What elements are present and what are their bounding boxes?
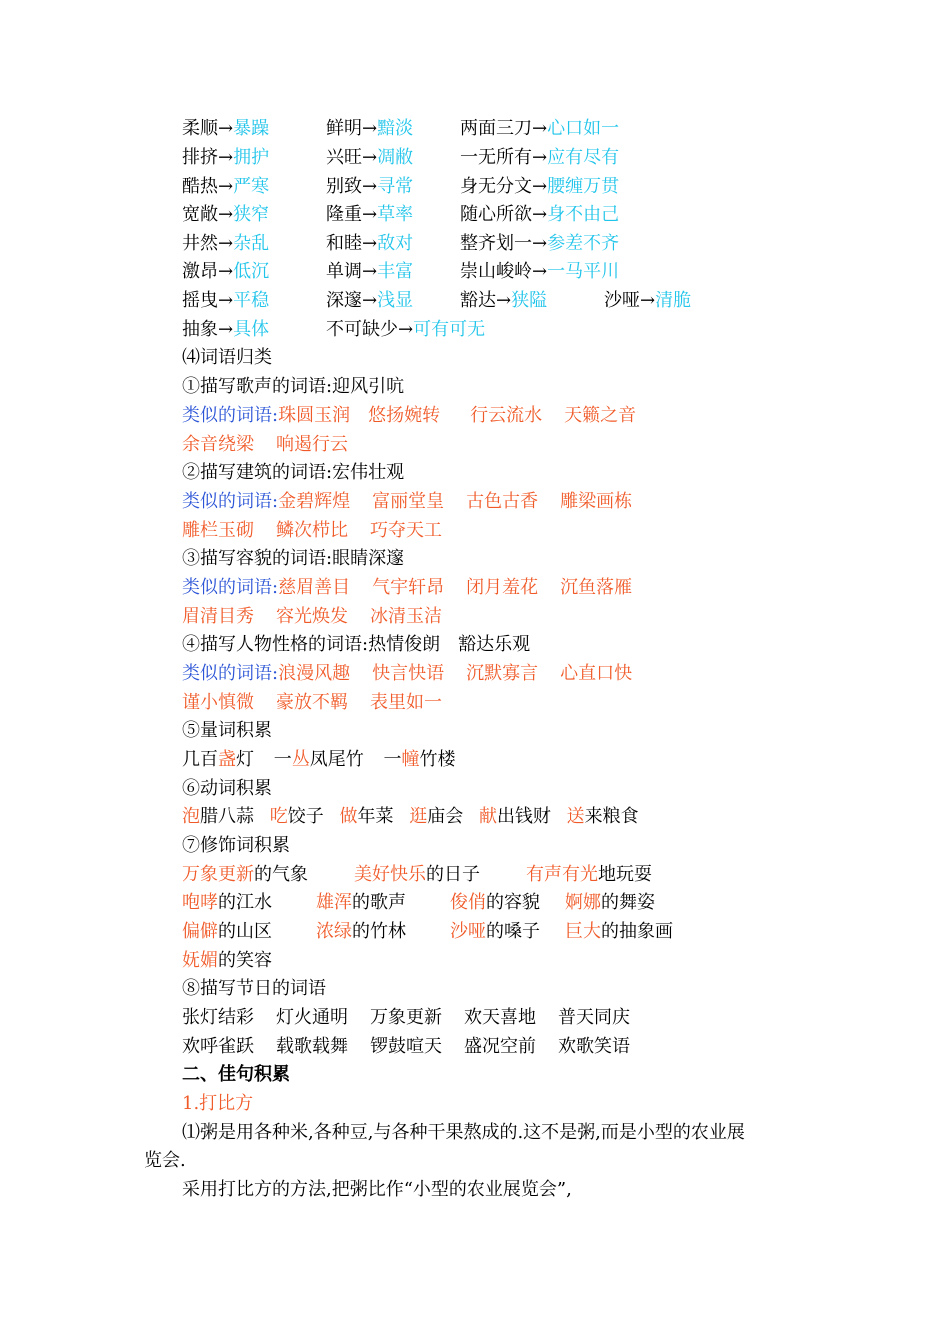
antonym-pair — [326, 259, 413, 285]
word: 排挤 — [182, 147, 218, 168]
phrase-text: 饺子 — [287, 806, 324, 827]
idiom: 灯火通明 — [276, 1007, 348, 1028]
phrase-text: 一 — [273, 749, 292, 770]
antonym-word: 参差不齐 — [547, 233, 620, 254]
category-title: ⑧描写节日的词语 — [182, 978, 326, 999]
antonym-pair — [326, 145, 413, 171]
phrase-text: 的江水 — [218, 892, 272, 913]
phrase-text: 的歌声 — [352, 892, 406, 913]
word: 别致 — [326, 176, 362, 197]
idiom: 盛况空前 — [464, 1036, 536, 1057]
antonym-word: 凋敝 — [377, 147, 414, 168]
antonym-word: 一马平川 — [547, 261, 620, 282]
word: 整齐划一 — [460, 233, 532, 254]
phrase-text: 的舞姿 — [601, 892, 655, 913]
highlighted-word: 逛 — [409, 806, 428, 827]
antonym-word: 黯淡 — [377, 118, 414, 139]
festival-words-line — [182, 1005, 630, 1031]
phrase — [409, 806, 463, 827]
phrase-text: 出钱财 — [496, 806, 551, 827]
idiom: 悠扬婉转 — [368, 405, 441, 426]
idiom: 欢天喜地 — [464, 1007, 536, 1028]
arrow-glyph: → — [218, 261, 234, 282]
arrow-glyph: → — [362, 176, 378, 197]
arrow-glyph: → — [532, 233, 548, 254]
phrase — [182, 862, 308, 888]
phrase — [567, 806, 639, 827]
antonym-word: 杂乱 — [233, 233, 270, 254]
arrow-glyph: → — [362, 233, 378, 254]
phrase-text: 庙会 — [427, 806, 464, 827]
antonym-pair — [460, 116, 619, 142]
word: 两面三刀 — [460, 118, 532, 139]
arrow-glyph: → — [532, 147, 548, 168]
phrase-text: 来粮食 — [584, 806, 639, 827]
idiom: 普天同庆 — [558, 1007, 630, 1028]
similar-words-line — [182, 604, 442, 630]
antonym-word: 应有尽有 — [547, 147, 620, 168]
highlighted-word: 婀娜 — [565, 892, 601, 913]
idiom: 眉清目秀 — [182, 606, 254, 627]
idiom: 雕栏玉砌 — [182, 520, 254, 541]
word: 和睦 — [326, 233, 362, 254]
highlighted-word: 美好快乐 — [354, 864, 426, 885]
festival-words-line — [182, 1034, 630, 1060]
antonym-pair — [460, 288, 547, 314]
antonym-word: 具体 — [233, 319, 270, 340]
phrase — [182, 749, 254, 770]
word: 身无分文 — [460, 176, 532, 197]
word: 不可缺少 — [326, 319, 398, 340]
highlighted-word: 俊俏 — [450, 892, 486, 913]
antonym-pair — [604, 288, 691, 314]
idiom: 行云流水 — [470, 405, 543, 426]
category-title: ⑤量词积累 — [182, 720, 272, 741]
antonym-word: 寻常 — [377, 176, 414, 197]
idiom: 欢歌笑语 — [558, 1036, 630, 1057]
modifier-row — [182, 948, 272, 974]
arrow-glyph: → — [218, 118, 234, 139]
idiom: 欢呼雀跃 — [182, 1036, 254, 1057]
arrow-glyph: → — [398, 319, 414, 340]
arrow-glyph: → — [218, 176, 234, 197]
antonym-pair — [326, 231, 413, 257]
antonym-word: 腰缠万贯 — [547, 176, 620, 197]
antonym-pair — [460, 259, 619, 285]
antonym-word: 敌对 — [377, 233, 414, 254]
arrow-glyph: → — [532, 261, 548, 282]
idiom: 锣鼓喧天 — [370, 1036, 442, 1057]
phrase-text: 的抽象画 — [601, 921, 673, 942]
phrase-text: 腊八蒜 — [200, 806, 254, 827]
antonym-word: 清脆 — [655, 290, 692, 311]
idiom: 谨小慎微 — [182, 692, 254, 713]
similar-words-line — [182, 661, 632, 687]
antonym-pair — [182, 116, 269, 142]
arrow-glyph: → — [362, 290, 378, 311]
phrase-text: 的山区 — [218, 921, 272, 942]
similar-words-line — [182, 403, 636, 429]
similar-words-label: 类似的词语: — [182, 491, 279, 512]
highlighted-word: 有声有光 — [526, 864, 598, 885]
similar-words-line — [182, 690, 442, 716]
antonym-word: 严寒 — [233, 176, 270, 197]
highlighted-word: 偏僻 — [182, 921, 218, 942]
phrase-text: 一 — [383, 749, 402, 770]
category-title: ①描写歌声的词语:迎风引吭 — [182, 376, 405, 397]
phrase — [565, 890, 655, 916]
arrow-glyph: → — [532, 118, 548, 139]
similar-words-line — [182, 489, 632, 515]
phrase — [450, 890, 540, 916]
word: 一无所有 — [460, 147, 532, 168]
idiom: 金碧辉煌 — [278, 491, 351, 512]
phrase — [182, 806, 254, 827]
highlighted-word: 送 — [566, 806, 585, 827]
arrow-glyph: → — [218, 319, 234, 340]
word: 抽象 — [182, 319, 218, 340]
antonym-pair — [182, 145, 269, 171]
word: 宽敞 — [182, 204, 218, 225]
similar-words-line — [182, 575, 632, 601]
antonym-word: 狭隘 — [511, 290, 548, 311]
word: 单调 — [326, 261, 362, 282]
phrase-text: 凤尾竹 — [309, 749, 364, 770]
idiom: 富丽堂皇 — [372, 491, 445, 512]
word: 柔顺 — [182, 118, 218, 139]
idiom: 豪放不羁 — [276, 692, 348, 713]
antonym-pair — [326, 317, 485, 343]
word: 随心所欲 — [460, 204, 532, 225]
highlighted-word: 浓绿 — [316, 921, 352, 942]
arrow-glyph: → — [362, 147, 378, 168]
paragraph-line: 采用打比方的方法,把粥比作“小型的农业展览会”, — [182, 1179, 572, 1200]
arrow-glyph: → — [218, 147, 234, 168]
phrase — [274, 749, 364, 770]
antonym-pair — [182, 231, 269, 257]
similar-words-line — [182, 518, 442, 544]
measure-words-line — [182, 747, 455, 773]
phrase-text: 的嗓子 — [486, 921, 540, 942]
idiom: 冰清玉洁 — [370, 606, 442, 627]
arrow-glyph: → — [362, 261, 378, 282]
antonym-word: 身不由己 — [547, 204, 620, 225]
highlighted-word: 献 — [478, 806, 497, 827]
arrow-glyph: → — [362, 204, 378, 225]
antonym-pair — [460, 145, 619, 171]
antonym-pair — [182, 202, 269, 228]
phrase — [383, 749, 455, 770]
phrase-text: 的气象 — [254, 864, 308, 885]
phrase-text: 竹楼 — [419, 749, 456, 770]
antonym-pair — [326, 116, 413, 142]
idiom: 浪漫风趣 — [278, 663, 351, 684]
phrase — [565, 919, 673, 945]
category-title: ⑦修饰词积累 — [182, 835, 290, 856]
antonym-pair — [326, 202, 413, 228]
category-title: ③描写容貌的词语:眼睛深邃 — [182, 548, 405, 569]
phrase-text: 几百 — [182, 749, 218, 770]
antonym-word: 可有可无 — [413, 319, 486, 340]
highlighted-word: 泡 — [182, 806, 200, 827]
idiom: 张灯结彩 — [182, 1007, 254, 1028]
arrow-glyph: → — [218, 204, 234, 225]
similar-words-line — [182, 432, 348, 458]
word: 井然 — [182, 233, 218, 254]
word: 隆重 — [326, 204, 362, 225]
antonym-word: 狭窄 — [233, 204, 270, 225]
antonym-word: 心口如一 — [547, 118, 620, 139]
phrase — [526, 862, 652, 888]
idiom: 万象更新 — [370, 1007, 442, 1028]
arrow-glyph: → — [640, 290, 656, 311]
verbs-line — [182, 804, 639, 830]
antonym-pair — [460, 202, 619, 228]
word: 沙哑 — [604, 290, 640, 311]
highlighted-word: 做 — [339, 806, 358, 827]
idiom: 古色古香 — [466, 491, 539, 512]
highlighted-word: 咆哮 — [182, 892, 218, 913]
highlighted-word: 沙哑 — [450, 921, 486, 942]
modifier-row — [182, 890, 742, 916]
similar-words-label: 类似的词语: — [182, 663, 279, 684]
idiom: 慈眉善目 — [278, 577, 351, 598]
phrase — [182, 950, 272, 971]
modifier-row — [182, 862, 742, 888]
idiom: 载歌载舞 — [276, 1036, 348, 1057]
phrase-text: 的笑容 — [218, 950, 272, 971]
antonym-pair — [182, 317, 269, 343]
idiom: 天籁之音 — [564, 405, 637, 426]
antonym-pair — [460, 231, 619, 257]
phrase — [354, 862, 480, 888]
antonym-word: 草率 — [377, 204, 414, 225]
phrase-text: 的日子 — [426, 864, 480, 885]
idiom: 鳞次栉比 — [276, 520, 348, 541]
antonym-pair — [182, 259, 269, 285]
highlighted-word: 盏 — [218, 749, 236, 770]
highlighted-word: 吃 — [269, 806, 288, 827]
antonym-word: 暴躁 — [233, 118, 270, 139]
idiom: 气宇轩昂 — [372, 577, 445, 598]
arrow-glyph: → — [532, 176, 548, 197]
phrase — [270, 806, 324, 827]
idiom: 雕梁画栋 — [560, 491, 633, 512]
modifier-row — [182, 919, 742, 945]
category-title: ②描写建筑的词语:宏伟壮观 — [182, 462, 405, 483]
highlighted-word: 万象更新 — [182, 864, 254, 885]
antonym-pair — [326, 174, 413, 200]
antonym-word: 浅显 — [377, 290, 414, 311]
idiom: 巧夺天工 — [370, 520, 442, 541]
arrow-glyph: → — [362, 118, 378, 139]
word: 摇曳 — [182, 290, 218, 311]
phrase — [182, 890, 272, 916]
word: 酷热 — [182, 176, 218, 197]
phrase — [479, 806, 551, 827]
paragraph-line: 览会. — [144, 1150, 186, 1171]
highlighted-word: 丛 — [291, 749, 310, 770]
category-title: ⑥动词积累 — [182, 778, 272, 799]
word: 深邃 — [326, 290, 362, 311]
idiom: 沉鱼落雁 — [560, 577, 633, 598]
highlighted-word: 妩媚 — [182, 950, 218, 971]
phrase — [316, 919, 406, 945]
similar-words-label: 类似的词语: — [182, 577, 279, 598]
part-heading: 二、佳句积累 — [182, 1064, 290, 1085]
arrow-glyph: → — [218, 290, 234, 311]
antonym-word: 低沉 — [233, 261, 270, 282]
antonym-pair — [460, 174, 619, 200]
arrow-glyph: → — [532, 204, 548, 225]
phrase-text: 年菜 — [357, 806, 394, 827]
phrase — [450, 919, 540, 945]
word: 激昂 — [182, 261, 218, 282]
word: 豁达 — [460, 290, 496, 311]
phrase — [316, 890, 406, 916]
highlighted-word: 雄浑 — [316, 892, 352, 913]
subsection-heading: 1.打比方 — [182, 1093, 254, 1114]
idiom: 容光焕发 — [276, 606, 348, 627]
similar-words-label: 类似的词语: — [182, 405, 279, 426]
antonym-word: 拥护 — [233, 147, 270, 168]
idiom: 珠圆玉润 — [278, 405, 351, 426]
phrase-text: 地玩耍 — [598, 864, 652, 885]
idiom: 心直口快 — [560, 663, 633, 684]
phrase-text: 的竹林 — [352, 921, 406, 942]
antonym-pair — [182, 174, 269, 200]
idiom: 表里如一 — [370, 692, 442, 713]
idiom: 沉默寡言 — [466, 663, 539, 684]
phrase-text: 灯 — [236, 749, 254, 770]
highlighted-word: 巨大 — [565, 921, 601, 942]
antonym-pair — [326, 288, 413, 314]
antonym-pair — [182, 288, 269, 314]
paragraph-line: ⑴粥是用各种米,各种豆,与各种干果熬成的.这不是粥,而是小型的农业展 — [182, 1122, 745, 1143]
antonym-word: 丰富 — [377, 261, 414, 282]
highlighted-word: 幢 — [401, 749, 420, 770]
idiom: 余音绕梁 — [182, 434, 254, 455]
category-title: ④描写人物性格的词语:热情俊朗 豁达乐观 — [182, 634, 531, 655]
phrase-text: 的容貌 — [486, 892, 540, 913]
word: 崇山峻岭 — [460, 261, 532, 282]
word: 兴旺 — [326, 147, 362, 168]
arrow-glyph: → — [218, 233, 234, 254]
word: 鲜明 — [326, 118, 362, 139]
section-heading: ⑷词语归类 — [182, 347, 272, 368]
idiom: 响遏行云 — [276, 434, 348, 455]
phrase — [339, 806, 393, 827]
phrase — [182, 919, 272, 945]
arrow-glyph: → — [496, 290, 512, 311]
antonym-word: 平稳 — [233, 290, 270, 311]
idiom: 闭月羞花 — [466, 577, 539, 598]
idiom: 快言快语 — [372, 663, 445, 684]
